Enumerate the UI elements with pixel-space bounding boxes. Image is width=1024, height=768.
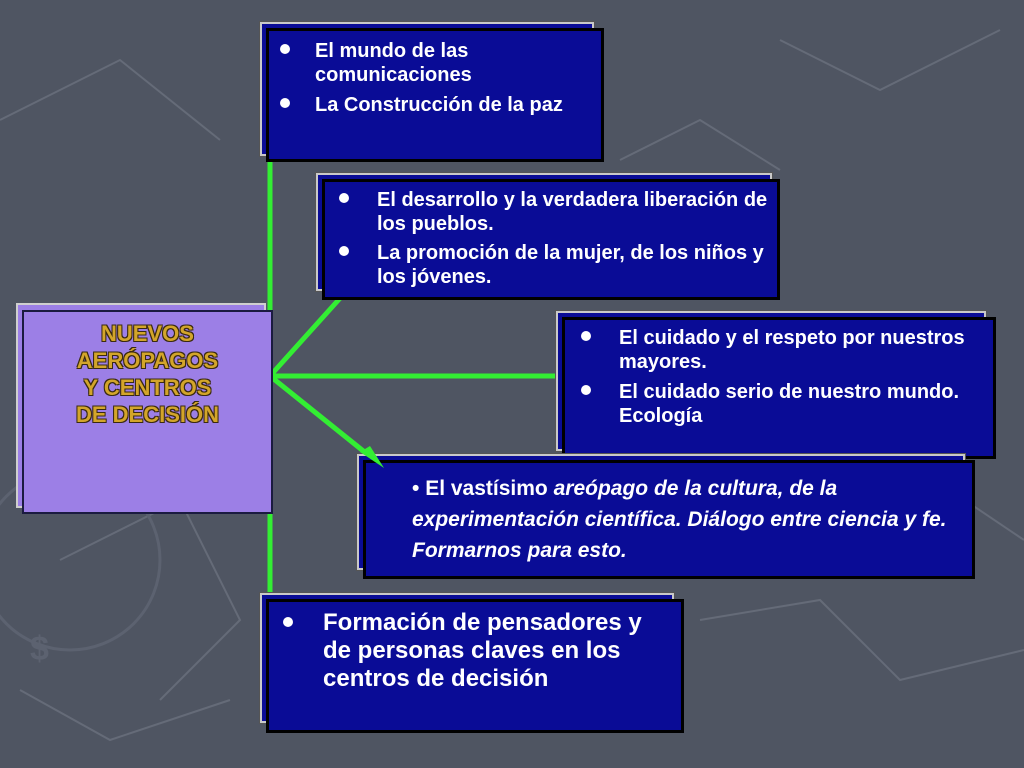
bullet-icon [283,617,293,627]
bullet-icon [339,246,349,256]
bullet-icon [581,385,591,395]
centre-line-2: AERÓPAGOS [76,348,219,373]
centre-concept-box [22,310,273,514]
box5 [266,599,684,733]
box5-item: Formación de pensadores y de personas claves en los centros de decisión [269,609,673,693]
centre-line-1: NUEVOS [101,321,194,346]
box1 [266,28,604,162]
box3-item: El cuidado y el respeto por nuestros mayores. [565,326,985,374]
box4 [363,460,975,579]
bullet-icon [280,44,290,54]
box3-item: El cuidado serio de nuestro mundo. Ecología [565,380,985,428]
bullet-icon [581,331,591,341]
box2 [322,179,780,300]
centre-line-3: Y CENTROS [83,375,212,400]
box2-item: La promoción de la mujer, de los niños y los jóvenes. [325,241,769,289]
bullet-icon [280,98,290,108]
bullet-icon [339,193,349,203]
branch-lower [270,376,372,458]
box1-item: La Construcción de la paz [269,93,601,117]
bullet-icon: • [412,477,420,500]
svg-text:$: $ [30,630,49,668]
centre-line-4: DE DECISIÓN [75,402,220,427]
box4-item: • El vastísimo areópago de la cultura, de la experimentación científica. Diálogo entre ciencia y fe. Formarnos para esto. [412,477,947,562]
box3 [562,317,996,459]
box2-item: El desarrollo y la verdadera liberación de los pueblos. [325,188,769,236]
branch-upper [270,296,342,376]
box1-item: El mundo de las comunicaciones [269,39,601,87]
